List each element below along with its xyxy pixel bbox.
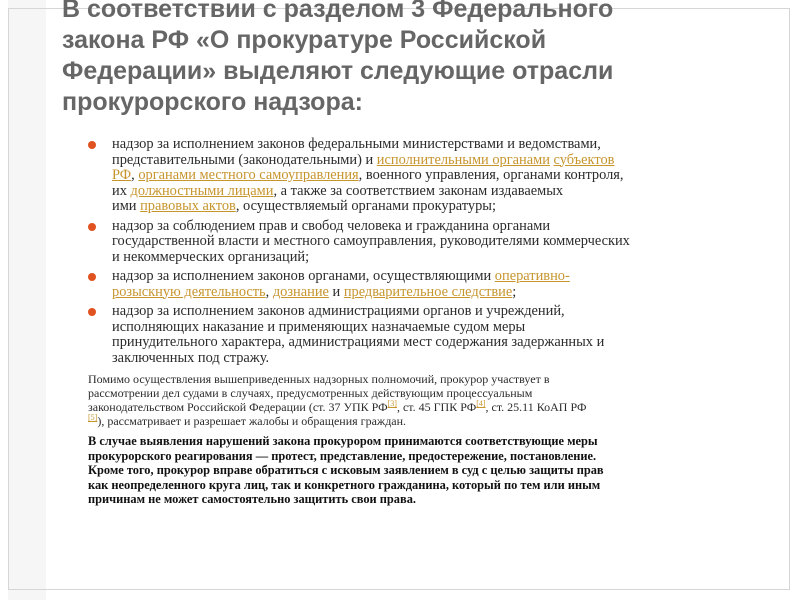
link-subjects[interactable]: субъектов: [553, 151, 615, 168]
link-legal-acts[interactable]: правовых актов: [140, 198, 236, 214]
text-line: [112, 184, 768, 200]
text-line: надзор за соблюдением прав и свобод человека и гражданина органами: [112, 217, 551, 234]
text-line: как неопределенного круга лиц, так и конкретного гражданина, который по тем или иным: [88, 477, 601, 492]
slide-content: [88, 137, 768, 507]
slide-title: [62, 0, 762, 118]
text-line: Помимо осуществления вышеприведенных надзорных полномочий, прокурор участвует в: [88, 372, 550, 386]
text-span: , ст. 25.11 КоАП РФ: [485, 400, 587, 414]
text-line: Кроме того, прокурор вправе обратиться с исковым заявлением в суд с целью защиты прав: [88, 463, 604, 478]
bullet-list: [88, 137, 768, 366]
text-line: причинам не может самостоятельно защитить свои права.: [88, 492, 416, 507]
link-preliminary-investigation[interactable]: предварительное следствие: [343, 283, 513, 300]
footnote-ref-3[interactable]: [3]: [387, 399, 397, 408]
text-span: и: [328, 283, 344, 300]
text-span: ,: [265, 283, 273, 300]
bullet-item: [88, 304, 768, 366]
text-span: представительными (законодательными) и: [112, 151, 377, 168]
title-line: прокурорского надзора:: [62, 88, 363, 116]
link-operational-search-cont[interactable]: розыскную деятельность: [112, 283, 266, 300]
text-line: и некоммерческих организаций;: [112, 248, 310, 265]
footnote-ref-4[interactable]: [4]: [476, 399, 486, 408]
text-span: ), рассматривает и разрешает жалобы и обращения граждан.: [97, 414, 407, 428]
title-line: В соответствии с разделом 3 Федерального: [62, 0, 614, 23]
text-line: надзор за исполнением законов администрациями органов и учреждений,: [112, 303, 565, 319]
text-line: [112, 269, 768, 285]
text-line: [112, 168, 768, 184]
title-line: закона РФ «О прокуратуре Российской: [62, 26, 547, 54]
text-line: [112, 285, 768, 301]
link-local-self-government[interactable]: органами местного самоуправления: [138, 167, 359, 183]
link-executive-bodies[interactable]: исполнительными органами: [376, 151, 550, 168]
text-line: государственной власти и местного самоуправления, руководителями коммерческих: [112, 233, 630, 249]
text-line: рассмотрении дел судами в случаях, предусмотренных действующим процессуальным: [88, 386, 533, 400]
paragraph-additional-powers: [88, 372, 768, 428]
text-line: [88, 400, 768, 414]
text-line: [112, 153, 768, 169]
text-span: , военного управления, органами контроля,: [358, 167, 624, 183]
text-span: их: [112, 182, 131, 199]
text-span: , а также за соответствием законам издаваемых: [273, 182, 564, 199]
text-span: , осуществляемый органами прокуратуры;: [235, 198, 496, 214]
text-span: , ст. 45 ГПК РФ: [396, 400, 477, 414]
link-officials[interactable]: должностными лицами: [130, 182, 274, 199]
footnote-ref-5[interactable]: [5]: [88, 413, 98, 422]
text-span: надзор за исполнением законов органами, осуществляющими: [112, 268, 495, 284]
link-rf[interactable]: РФ: [112, 167, 132, 183]
text-line: [112, 199, 768, 215]
paragraph-prosecutor-response: [88, 434, 768, 507]
text-line: прокурорского реагирования — протест, представление, предостережение, постановление.: [88, 448, 597, 463]
text-span: ,: [131, 167, 139, 183]
bullet-dot-icon: [88, 141, 96, 149]
text-span: ;: [512, 283, 517, 300]
text-line: надзор за исполнением законов федеральными министерствами и ведомствами,: [112, 136, 601, 152]
bullet-item: [88, 269, 768, 300]
bullet-dot-icon: [88, 308, 96, 316]
title-line: Федерации» выделяют следующие отрасли: [62, 57, 614, 85]
link-inquiry[interactable]: дознание: [272, 283, 329, 300]
text-line: принудительного характера, администрациями мест содержания задержанных и: [112, 334, 605, 350]
text-span: ими: [112, 198, 141, 214]
link-operational-search[interactable]: оперативно-: [494, 268, 570, 284]
text-line: [88, 414, 768, 428]
text-line: исполняющих наказание и применяющих назначаемые судом меры: [112, 318, 526, 335]
bullet-item: [88, 137, 768, 215]
text-line: заключенных под стражу.: [112, 349, 270, 366]
text-line: В случае выявления нарушений закона прокурором принимаются соответствующие меры: [88, 434, 598, 448]
text-span: законодательством Российской Федерации (ст. 37 УПК РФ: [88, 400, 388, 414]
bullet-dot-icon: [88, 223, 96, 231]
bullet-item: [88, 219, 768, 266]
bullet-dot-icon: [88, 273, 96, 281]
